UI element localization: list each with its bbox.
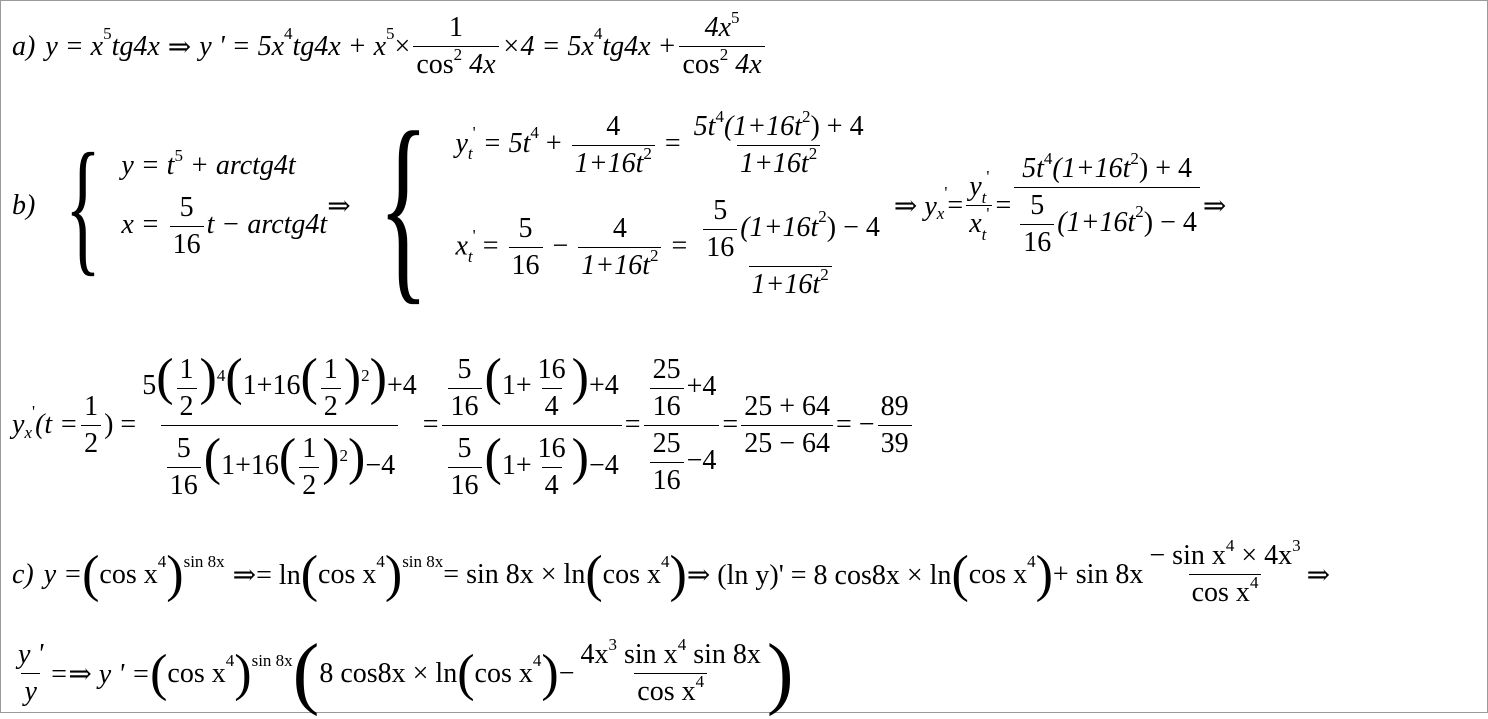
big-frac-3: $\frac{25}{16}$ +4 $\frac{25}{16}$ −4 [644, 354, 720, 497]
part-c-line: c) y = ( cos x 4 ) sin 8x ⇒= ln ( cos x 4 ) sin 8x = sin 8x × ln ( cos x 4 ) ⇒ (ln y)' = 8 cos8x × ln ( cos x 4 ) + sin 8x $\frac{- \sin x^4 \times 4x^3}{\cos x^4}$ ⇒ [12, 536, 1331, 608]
b-yx: ⇒ y [893, 190, 937, 222]
b-system2 [455, 103, 885, 308]
a-term3: ×4 = 5x [501, 30, 594, 62]
part-b-line: b) { $y = t^5$ + arctg4t x = $\frac{5}{16}$ t − arctg4t ⇒ { $y_t' = 5t^4$ + $\frac{4}{1+16t^2}$ = $\frac{5t^4(1+16t^2) + 4}{1+16t^2}$ $x_t'$ = $\frac{5}{16}$ − $\frac{4}{1+16t^2}$ = $\frac{5}{16}$ $(1+16t^2) - 4$ $1+16t^2$ ⇒ y x ' = $\frac{y_t'}{x_t'}$ = $5t^4(1+16t^2) + 4$ $\frac{5}{16}$ $(1+16t^2) - 4$ ⇒ [12, 89, 1227, 322]
a-frac2-num: $4x^5$ [704, 8, 740, 43]
a-exp5b: 5 [386, 23, 395, 43]
b-ratio: $\frac{y_t'}{x_t'}$ [966, 171, 992, 240]
a-arrow: ⇒ [167, 31, 192, 63]
a-frac1-den: $\cos^2 4x$ [413, 46, 498, 81]
a-yprime: y ' = 5x [199, 30, 285, 62]
a-frac2 [679, 8, 764, 81]
b-arrow1: ⇒ [327, 190, 351, 222]
b-xt-row: $x_t'$ = $\frac{5}{16}$ − $\frac{4}{1+16t^2}$ = $\frac{5}{16}$ $(1+16t^2) - 4$ $1+16t^2$ [455, 194, 880, 300]
a-exp4b: 4 [593, 23, 603, 43]
a-frac1-num: 1 [448, 12, 463, 43]
a-frac2-den: $\cos^2 4x$ [679, 46, 764, 81]
label-c: c) [12, 558, 34, 590]
a-exp5: 5 [103, 23, 112, 43]
a-exp4: 4 [284, 23, 293, 43]
result-frac: $\frac{89}{39}$ [878, 391, 912, 460]
label-b: b) [12, 189, 36, 221]
b-arrow3: ⇒ [1202, 190, 1227, 222]
label-a: a) [12, 30, 36, 62]
b-yt-row: $y_t' = 5t^4$ + $\frac{4}{1+16t^2}$ = $\frac{5t^4(1+16t^2) + 4}{1+16t^2}$ [455, 106, 864, 179]
left-brace-2: { [377, 89, 429, 322]
a-frac1 [413, 12, 498, 81]
b-sys-row2: x = $\frac{5}{16}$ t − arctg4t [121, 191, 328, 260]
big-frac-2: $\frac{5}{16}$ (1+ $\frac{16}{4}$ )+4 $\frac{5}{16}$ (1+ $\frac{16}{4}$ )−4 [442, 348, 622, 501]
c-frac: $\frac{- \sin x^4 \times 4x^3}{\cos x^4}$ [1149, 536, 1301, 608]
b-sys-row1: $y = t^5$ + arctg4t [121, 146, 296, 182]
a-tg: tg4x [111, 30, 160, 62]
d-frac: $\frac{4x^3 \sin x^4 \sin 8x}{\cos x^4}$ [580, 635, 761, 707]
a-times: × [394, 30, 411, 62]
big-frac-1: 5( $\frac{1}{2}$ )$^4$(1+16( $\frac{1}{2}$ )$^2$)+4 $\frac{5}{16}$ (1+16( $\frac{1}{2}$ )$^2$)−4 [142, 349, 417, 501]
a-term4: tg4x + [602, 30, 677, 62]
b-system1 [121, 146, 327, 266]
a-lhs: y = x [45, 30, 104, 62]
a-term1: tg4x + x [292, 30, 387, 62]
ratio-frac: $\frac{25 + 64}{25 - 64}$ [741, 391, 833, 460]
part-a-line [12, 8, 768, 81]
t-half-line: y x ' (t = $\frac{1}{2}$ ) = 5( $\frac{1}{2}$ )$^4$(1+16( $\frac{1}{2}$ )$^2$)+4 $\frac{5}{16}$ (1+16( $\frac{1}{2}$ )$^2$)−4 = $\frac{5}{16}$ (1+ $\frac{16}{4}$ )+4 $\frac{5}{16}$ (1+ $\frac{16}{4}$ )−4 = $\frac{25}{16}$ +4 $\frac{25}{16}$ −4 = $\frac{25 + 64}{25 - 64}$ = − $\frac{89}{39}$ [12, 325, 915, 525]
part-c-continuation: $\frac{y '}{y}$ =⇒ y ' = ( cos x 4 ) sin 8x ( 8 cos8x × ln ( cos x 4 ) − $\frac{4x^3 \sin x^4 \sin 8x}{\cos x^4}$ ) [18, 629, 794, 717]
b-final-frac: $5t^4(1+16t^2) + 4$ $\frac{5}{16}$ $(1+16t^2) - 4$ [1014, 153, 1200, 259]
left-brace-1: { [65, 122, 102, 289]
